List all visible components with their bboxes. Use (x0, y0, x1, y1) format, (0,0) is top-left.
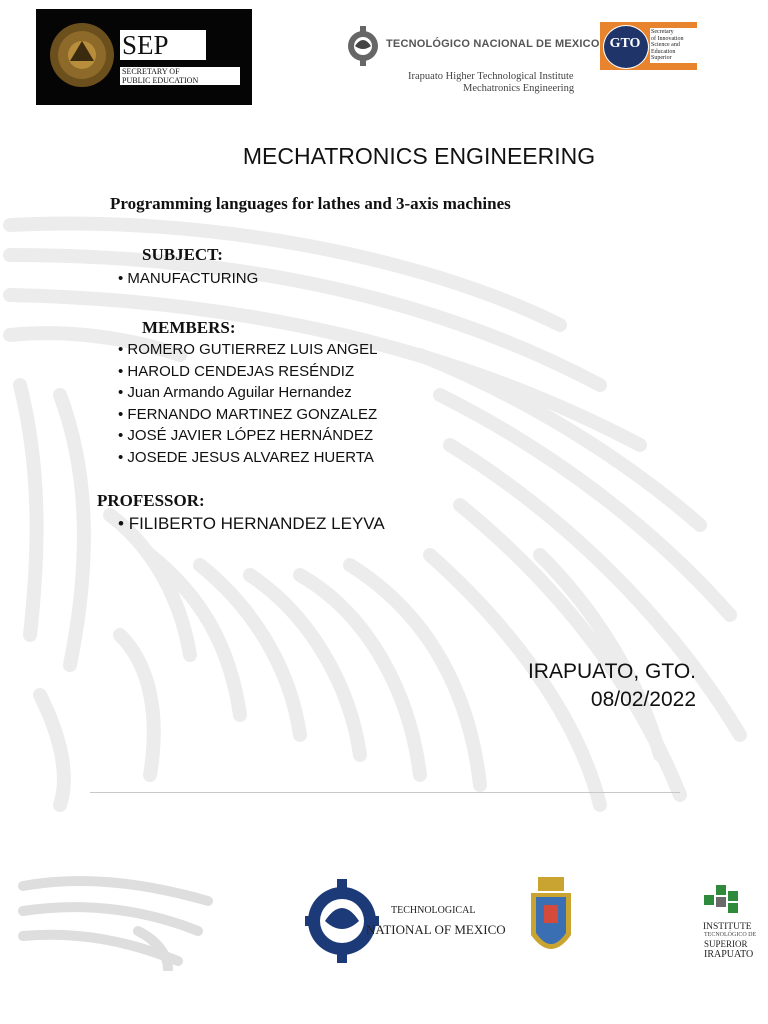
members-heading: MEMBERS: (142, 318, 236, 337)
sep-subtitle (120, 67, 240, 85)
tecnm-gear-footer-icon (303, 875, 381, 967)
gto-desc-line: Education (651, 48, 676, 55)
subject-heading: SUBJECT: (142, 245, 223, 264)
tecnm-gear-icon (345, 22, 381, 70)
sep-subtitle-line2: PUBLIC EDUCATION (122, 76, 199, 85)
document-title: MECHATRONICS ENGINEERING (242, 143, 596, 169)
member-item: • FERNANDO MARTINEZ GONZALEZ (118, 404, 377, 426)
place: IRAPUATO, GTO. (527, 660, 696, 683)
gto-description (650, 28, 697, 63)
document-subtitle: Programming languages for lathes and 3-axis machines (110, 194, 511, 213)
gto-desc-line: Superior (651, 55, 672, 61)
member-item: • JOSEDE JESUS ALVAREZ HUERTA (118, 447, 377, 469)
institute-name: Irapuato Higher Technological Institute (408, 71, 574, 82)
professor-list (118, 513, 385, 535)
member-item: • ROMERO GUTIERREZ LUIS ANGEL (118, 339, 377, 361)
sep-header-block (36, 9, 252, 105)
program-name: Mechatronics Engineering (463, 83, 575, 94)
sep-subtitle-line1: SECRETARY OF (122, 67, 180, 76)
members-list (118, 339, 377, 468)
gto-text: GTO (609, 36, 641, 51)
date: 08/02/2022 (590, 688, 696, 711)
subject-list (118, 268, 258, 290)
professor-heading: PROFESSOR: (97, 491, 205, 510)
footer-tec-line1: TECHNOLOGICAL (391, 905, 476, 916)
professor-item: • FILIBERTO HERNANDEZ LEYVA (118, 513, 385, 535)
sep-title: SEP (120, 30, 206, 60)
gto-desc-line: Secretary (651, 29, 674, 35)
guanajuato-crest-icon (526, 875, 576, 965)
footer-inst-line2: TECNOLÓGICO DE (704, 932, 757, 938)
sep-seal-icon (48, 21, 116, 89)
gto-desc-line: Science and (651, 42, 680, 48)
footer-inst-line3: SUPERIOR (704, 939, 748, 949)
place-and-date (420, 658, 696, 714)
subject-item: • MANUFACTURING (118, 268, 258, 290)
member-item: • Juan Armando Aguilar Hernandez (118, 382, 377, 404)
footer-tec-line2: NATIONAL OF MEXICO (366, 922, 506, 937)
divider (90, 792, 680, 793)
member-item: • JOSÉ JAVIER LÓPEZ HERNÁNDEZ (118, 425, 377, 447)
tecnm-name: TECNOLÓGICO NACIONAL DE MEXICO (386, 38, 600, 50)
member-item: • HAROLD CENDEJAS RESÉNDIZ (118, 361, 377, 383)
gto-desc-line: of Innovation (651, 35, 684, 42)
footer-inst-line1: INSTITUTE (703, 922, 752, 932)
footer-band (18, 871, 768, 971)
eagle-watermark-footer (18, 871, 218, 971)
footer-inst-line4: IRAPUATO (704, 949, 754, 960)
gto-logo-icon (600, 22, 697, 70)
ite-logo-icon (704, 885, 746, 917)
